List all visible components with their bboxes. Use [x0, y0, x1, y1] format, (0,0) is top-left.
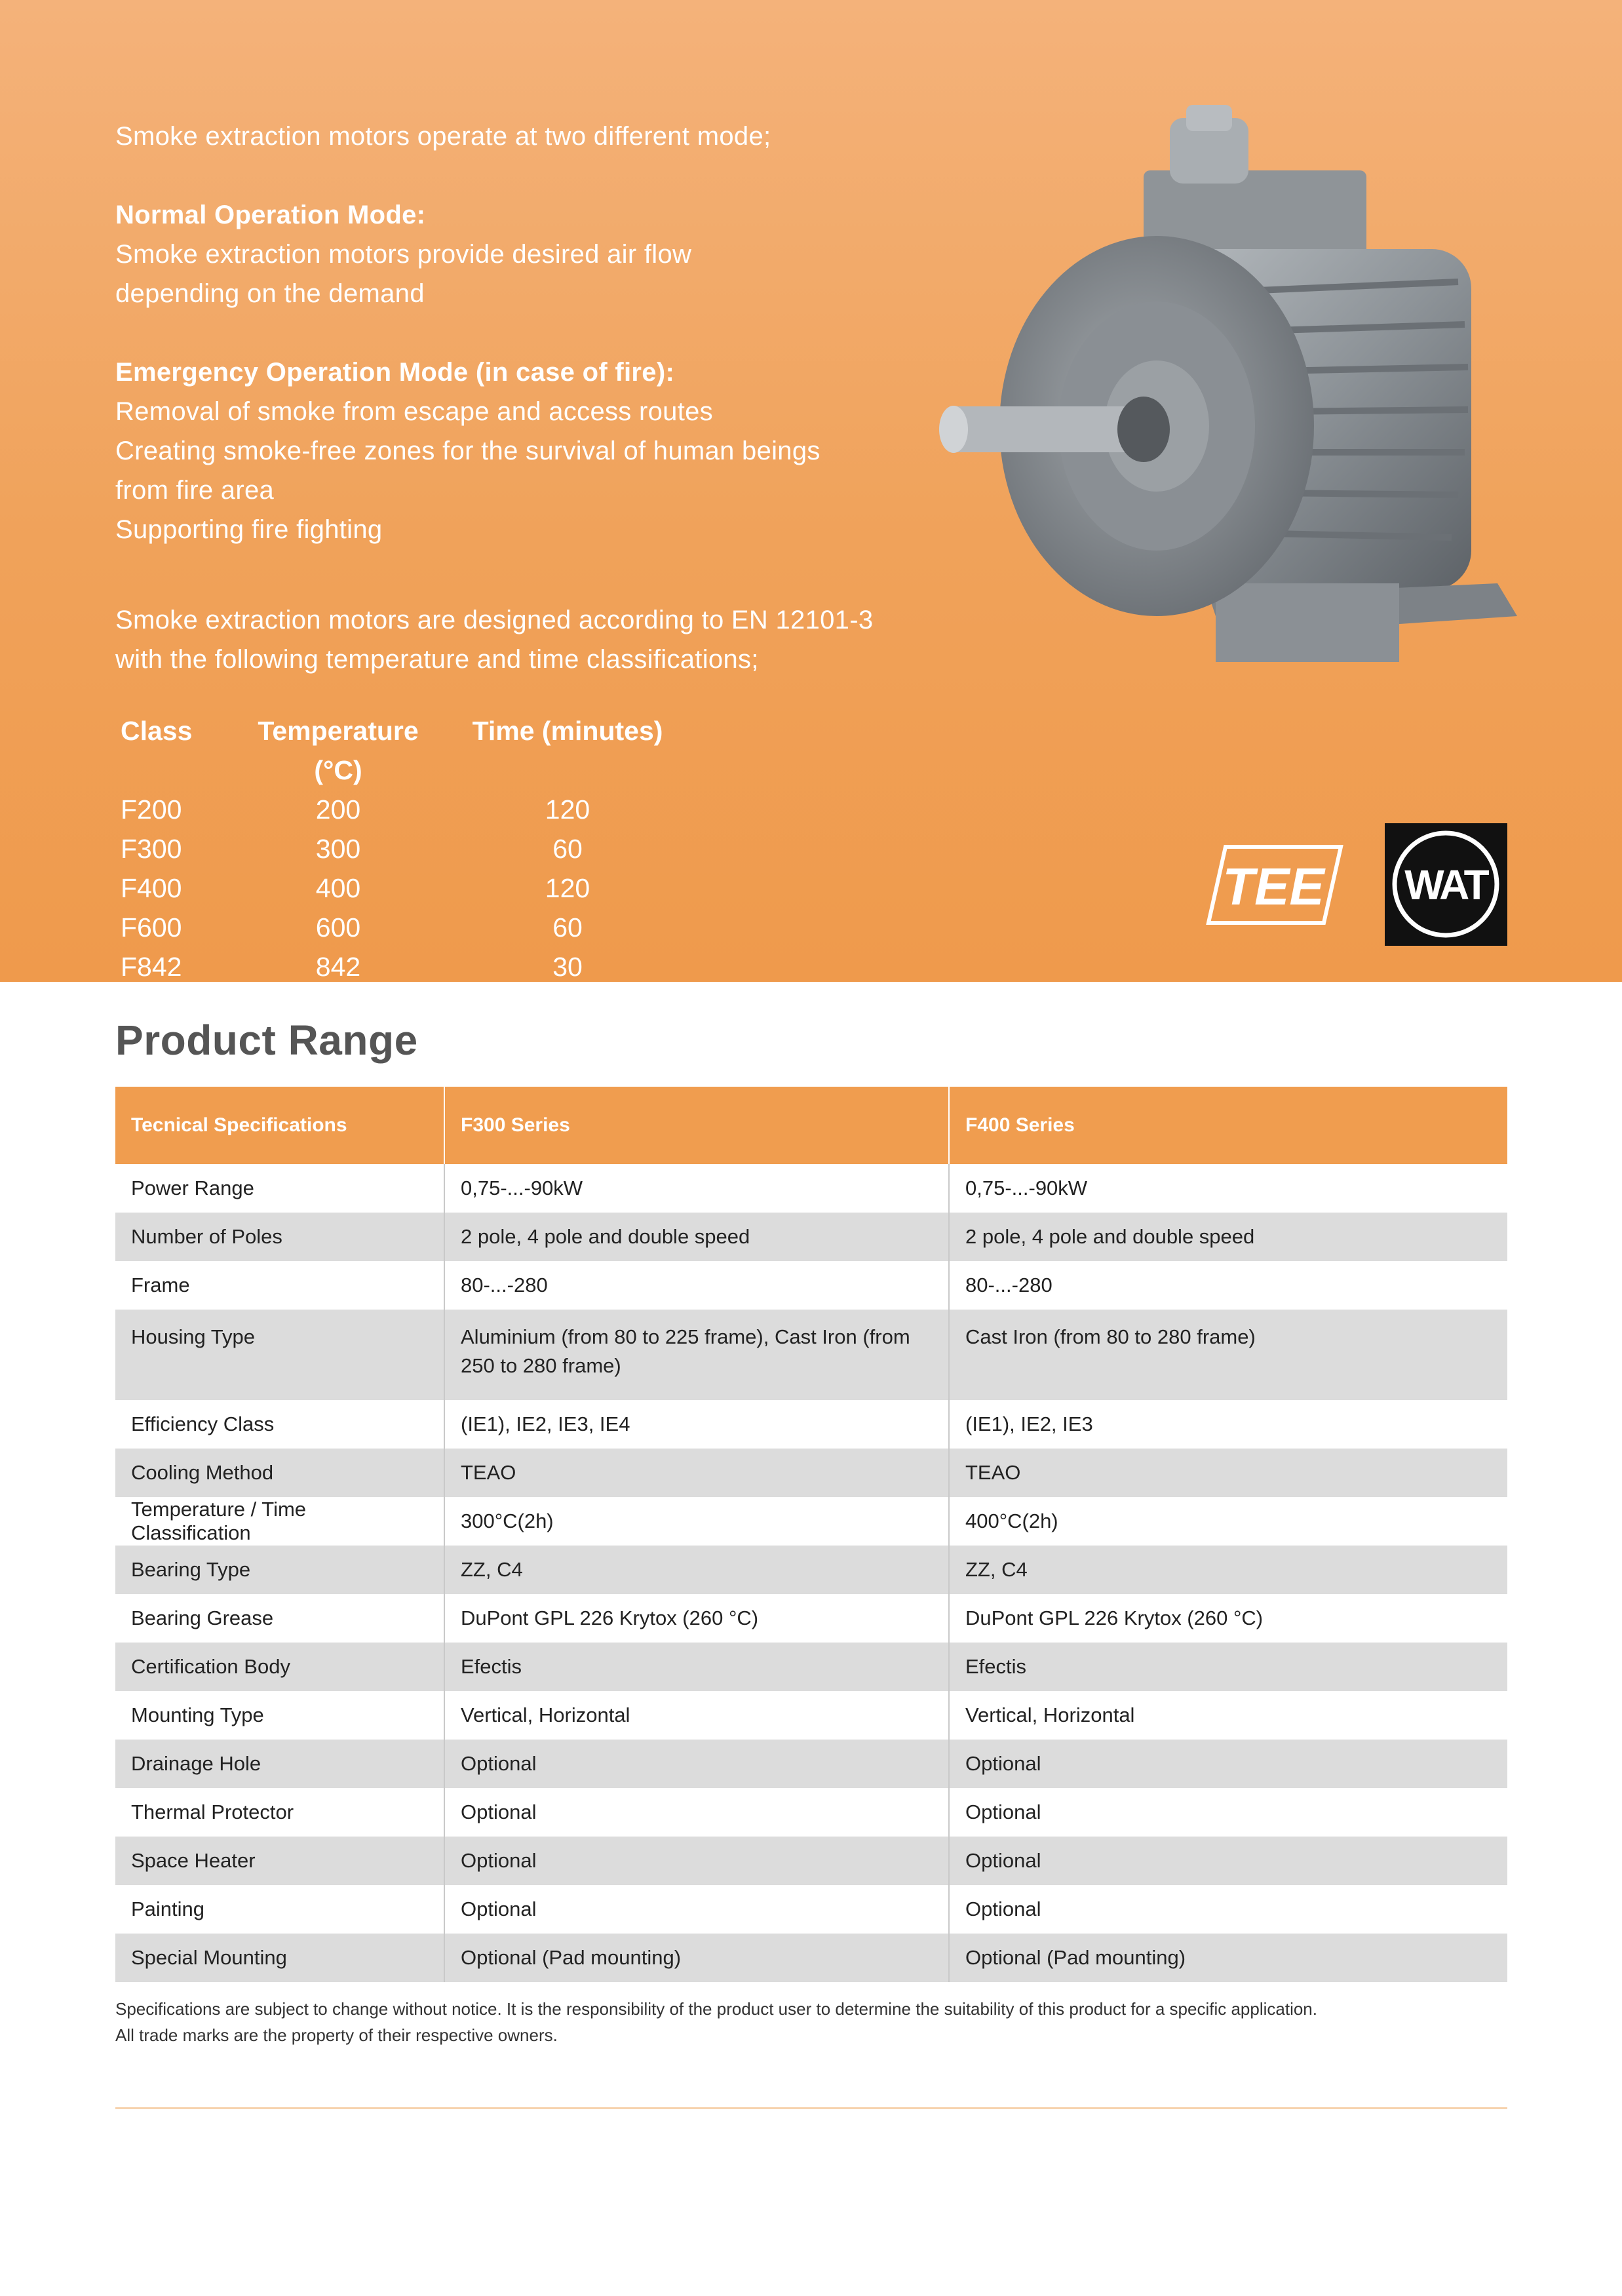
emergency-mode-heading: Emergency Operation Mode (in case of fire): — [115, 358, 675, 387]
spec-value: 80-...-280 — [965, 1274, 1052, 1296]
section-title: Product Range — [115, 1017, 418, 1064]
header-cell: Tecnical Specifications — [115, 1087, 444, 1164]
spec-label: Mounting Type — [115, 1691, 444, 1740]
spec-label: Drainage Hole — [115, 1740, 444, 1788]
motor-image — [934, 98, 1537, 714]
spec-value: 2 pole, 4 pole and double speed — [444, 1213, 949, 1261]
normal-mode-text: depending on the demand — [115, 279, 425, 308]
table-row — [115, 1261, 1507, 1310]
table-row — [115, 1164, 1507, 1213]
time-cell: 120 — [545, 794, 590, 825]
spec-label: Bearing Grease — [115, 1594, 444, 1643]
spec-label: Temperature / Time Classification — [115, 1497, 444, 1546]
spec-value: Cast Iron (from 80 to 280 frame) — [949, 1310, 1507, 1400]
classification-header — [115, 711, 692, 790]
temperature-cell: 600 — [315, 912, 361, 943]
temperature-cell: 300 — [315, 834, 361, 864]
classification-row — [115, 790, 692, 829]
spec-value: DuPont GPL 226 Krytox (260 °C) — [444, 1594, 949, 1643]
spec-value: 400°C(2h) — [965, 1509, 1058, 1532]
spec-value: Optional — [444, 1788, 949, 1837]
time-cell: 60 — [552, 912, 583, 943]
spec-value: Efectis — [949, 1643, 1507, 1691]
classification-row — [115, 868, 692, 908]
spec-value: Optional — [965, 1800, 1041, 1823]
table-row — [115, 1934, 1507, 1982]
standard-text: with the following temperature and time classifications; — [115, 645, 759, 674]
spec-value: Aluminium (from 80 to 225 frame), Cast Iron (from 250 to 280 frame) — [444, 1310, 949, 1400]
footnote — [115, 1996, 1524, 2048]
intro-text — [115, 117, 889, 679]
normal-mode-heading: Normal Operation Mode: — [115, 201, 426, 229]
table-row — [115, 1885, 1507, 1934]
time-cell: 120 — [545, 873, 590, 903]
table-row — [115, 1400, 1507, 1449]
spec-value: Efectis — [444, 1643, 949, 1691]
table-row — [115, 1497, 1507, 1546]
spec-label: Frame — [115, 1261, 444, 1310]
table-row — [115, 1310, 1507, 1400]
spec-value: (IE1), IE2, IE3, IE4 — [444, 1400, 949, 1449]
class-cell: F200 — [121, 794, 182, 825]
emergency-mode-text: Supporting fire fighting — [115, 515, 383, 544]
spec-value: Optional — [965, 1897, 1041, 1920]
spec-value: TEAO — [949, 1449, 1507, 1497]
temperature-cell: 200 — [315, 794, 361, 825]
spec-label: Power Range — [115, 1164, 444, 1213]
time-header: Time (minutes) — [472, 716, 663, 746]
spec-label: Efficiency Class — [115, 1400, 444, 1449]
spec-value: 300°C(2h) — [444, 1497, 949, 1546]
footnote-line: Specifications are subject to change without notice. It is the responsibility of the product user to determine the suitability of this product for a specific application. — [115, 1999, 1317, 2019]
class-cell: F842 — [121, 952, 182, 982]
spec-value: Optional (Pad mounting) — [444, 1934, 949, 1982]
time-cell: 60 — [552, 834, 583, 864]
standard-text: Smoke extraction motors are designed according to EN 12101-3 — [115, 606, 874, 634]
spec-label: Certification Body — [115, 1643, 444, 1691]
table-row — [115, 1788, 1507, 1837]
spec-value: DuPont GPL 226 Krytox (260 °C) — [965, 1606, 1264, 1629]
tee-logo-text: TEE — [1222, 857, 1324, 916]
temperature-cell: 842 — [315, 952, 361, 982]
spec-value: Optional — [444, 1837, 949, 1885]
spec-value: Optional — [444, 1740, 949, 1788]
spec-value: TEAO — [444, 1449, 949, 1497]
emergency-mode-text: from fire area — [115, 476, 275, 505]
classification-row — [115, 829, 692, 868]
spec-value: Optional — [949, 1740, 1507, 1788]
emergency-mode-text: Removal of smoke from escape and access routes — [115, 397, 713, 426]
intro-line: Smoke extraction motors operate at two different mode; — [115, 122, 771, 151]
classification-table — [115, 711, 692, 986]
table-header — [115, 1087, 1507, 1164]
spec-value: 2 pole, 4 pole and double speed — [949, 1213, 1507, 1261]
table-row — [115, 1594, 1507, 1643]
spec-value: (IE1), IE2, IE3 — [965, 1412, 1093, 1435]
spec-value: Optional — [444, 1885, 949, 1934]
spec-value: 80-...-280 — [444, 1261, 949, 1310]
table-row — [115, 1691, 1507, 1740]
divider — [115, 2107, 1507, 2109]
spec-label: Thermal Protector — [115, 1788, 444, 1837]
time-cell: 30 — [552, 952, 583, 982]
header-cell: F400 Series — [949, 1087, 1507, 1164]
spec-value: Vertical, Horizontal — [444, 1691, 949, 1740]
spec-label: Special Mounting — [115, 1934, 444, 1982]
spec-label: Bearing Type — [115, 1546, 444, 1594]
spec-value: Optional (Pad mounting) — [949, 1934, 1507, 1982]
spec-label: Painting — [115, 1885, 444, 1934]
emergency-mode-text: Creating smoke-free zones for the survival of human beings — [115, 437, 821, 465]
table-row — [115, 1546, 1507, 1594]
temperature-header: Temperature (°C) — [258, 716, 419, 785]
temperature-cell: 400 — [315, 873, 361, 903]
table-row — [115, 1213, 1507, 1261]
table-row — [115, 1837, 1507, 1885]
spec-value: Vertical, Horizontal — [965, 1703, 1135, 1726]
class-header: Class — [121, 716, 193, 746]
spec-value: 0,75-...-90kW — [444, 1164, 949, 1213]
spec-label: Space Heater — [115, 1837, 444, 1885]
class-cell: F400 — [121, 873, 182, 903]
class-cell: F300 — [121, 834, 182, 864]
classification-row — [115, 947, 692, 986]
tee-logo — [1206, 844, 1343, 925]
spec-label: Housing Type — [115, 1310, 444, 1400]
table-row — [115, 1643, 1507, 1691]
table-row — [115, 1449, 1507, 1497]
class-cell: F600 — [121, 912, 182, 943]
wat-logo-text: WAT — [1404, 861, 1487, 908]
wat-logo — [1385, 823, 1507, 946]
footnote-line: All trade marks are the property of their respective owners. — [115, 2025, 558, 2045]
spec-label: Cooling Method — [115, 1449, 444, 1497]
spec-value: ZZ, C4 — [949, 1546, 1507, 1594]
table-row — [115, 1740, 1507, 1788]
normal-mode-text: Smoke extraction motors provide desired air flow — [115, 240, 692, 269]
spec-value: ZZ, C4 — [444, 1546, 949, 1594]
classification-row — [115, 908, 692, 947]
spec-value: Optional — [949, 1837, 1507, 1885]
spec-label: Number of Poles — [115, 1213, 444, 1261]
spec-table — [115, 1087, 1507, 1982]
header-cell: F300 Series — [444, 1087, 949, 1164]
spec-value: 0,75-...-90kW — [965, 1177, 1088, 1199]
